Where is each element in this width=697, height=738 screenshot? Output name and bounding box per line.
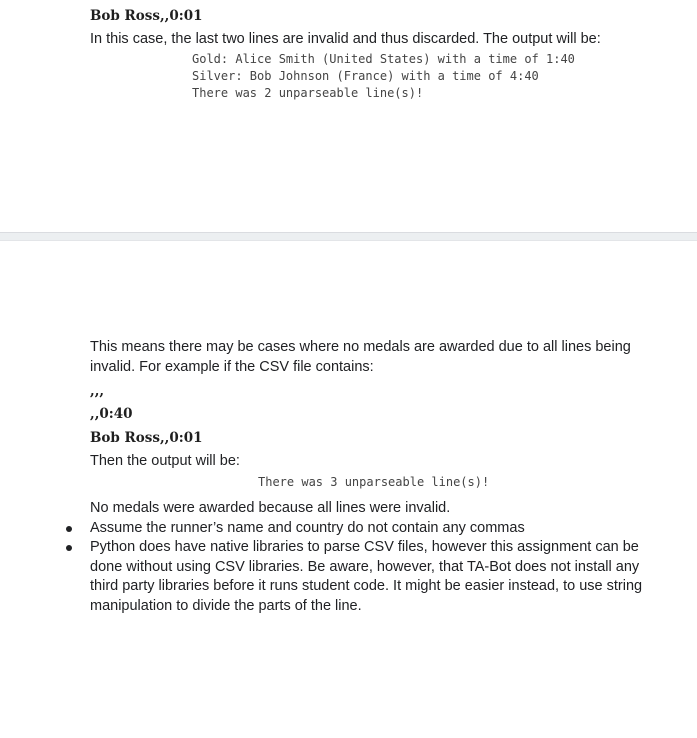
output-line-gold: Gold: Alice Smith (United States) with a time of 1:40 — [192, 52, 575, 66]
conclusion-text: No medals were awarded because all lines were invalid. — [90, 500, 451, 516]
bullet-item-2 — [90, 538, 665, 616]
bullet-item-1 — [90, 519, 665, 539]
output-line: There was 3 unparseable line(s)! — [258, 475, 490, 489]
document-page-bottom — [0, 241, 697, 738]
csv-line-2: ,,0:40 — [90, 406, 133, 422]
output-line-unparseable: There was 2 unparseable line(s)! — [192, 86, 424, 100]
output-line-silver: Silver: Bob Johnson (France) with a time of 4:40 — [192, 69, 539, 83]
csv-data-line: Bob Ross,,0:01 — [90, 8, 203, 24]
then-text: Then the output will be: — [90, 453, 240, 469]
bullet-dot-icon — [66, 526, 72, 532]
intro-paragraph: This means there may be cases where no medals are awarded due to all lines being invalid. For example if the CSV file contains: — [90, 339, 631, 375]
bullet-text-2: Python does have native libraries to parse CSV files, however this assignment can be done without using CSV libraries. Be aware, however, that TA-Bot does not install any third party libraries before it runs student code. It might be easier instead, to use string manipulation to divide the parts of the line. — [90, 539, 643, 614]
explanation-text: In this case, the last two lines are invalid and thus discarded. The output will be: — [90, 31, 601, 47]
document-page-top — [0, 0, 697, 232]
bullet-text-1: Assume the runner’s name and country do not contain any commas — [90, 520, 525, 536]
page-break — [0, 232, 697, 241]
bullet-dot-icon — [66, 545, 72, 551]
csv-line-3: Bob Ross,,0:01 — [90, 430, 203, 446]
csv-line-1: ,,, — [90, 383, 105, 399]
